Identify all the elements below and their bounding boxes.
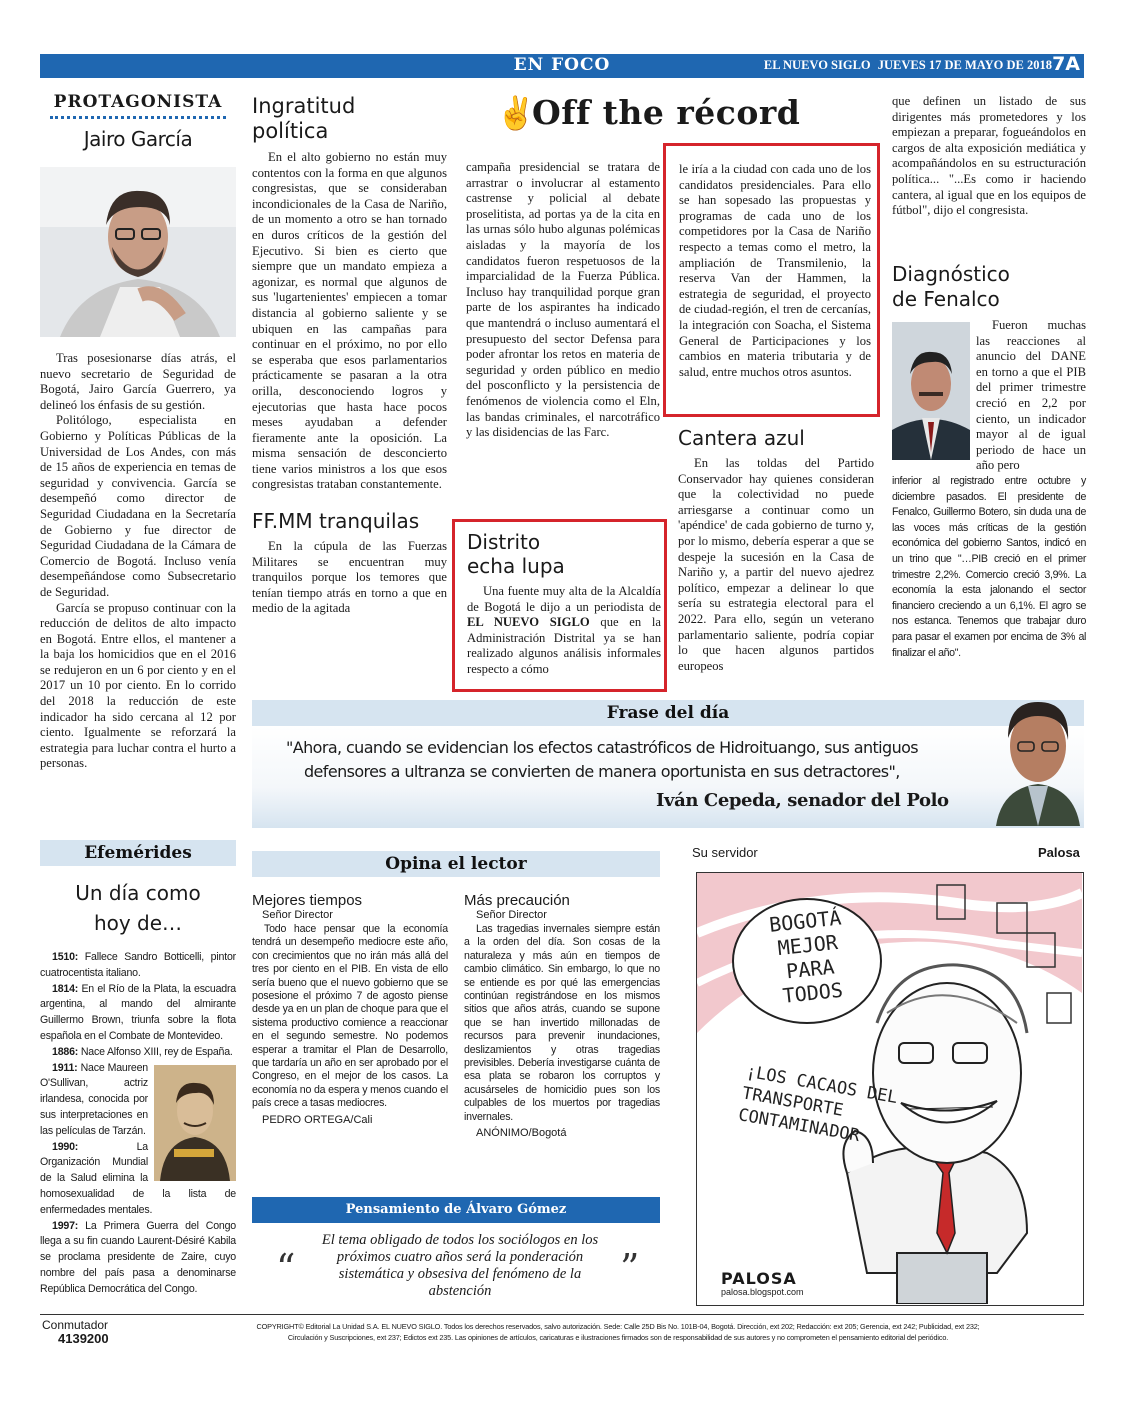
frase-quote-line: "Ahora, cuando se evidencian los efectos catastróficos de Hidroituango, sus antiguos xyxy=(286,738,919,757)
protagonista-paragraph: García se propuso continuar con la reducción de delitos de alto impacto en Bogotá. Entre ellos, el mantener a la baja los homicidios que en el 2016 se redujeron en un 6 por ciento y en el 2017 un 10 por ciento. En lo corrido del 2018 la reducción de este indicador ha sido cercana al 12 por ciento. Igualmente se reforzará la estrategia para luchar contra el hurto a personas. xyxy=(40,600,236,771)
cartoon-right-label: Palosa xyxy=(1038,845,1080,860)
cartoon xyxy=(696,872,1084,1306)
footer-copyright xyxy=(152,1321,1084,1343)
efemeride-item: 1911: Nace Maureen O'Sullivan, actriz irlandesa, conocida por sus interpretaciones en las películas de Tarzán. xyxy=(40,1061,148,1137)
letter-signature: PEDRO ORTEGA/Cali xyxy=(262,1113,373,1126)
fenalco-lead: Fueron muchas las reacciones al anuncio del DANE en torno a que el PIB del primer trimestre creció en 2,2 por ciento, un indicador mayor al de igual periodo de hace un año pero xyxy=(976,318,1086,473)
efemerides-list xyxy=(40,950,236,1298)
off-the-record-title: Off the récord xyxy=(532,93,801,132)
open-quote-icon: “ xyxy=(276,1246,296,1290)
letter-title: Mejores tiempos xyxy=(252,892,363,909)
cantera-article xyxy=(678,426,874,674)
article-body xyxy=(252,539,447,617)
protagonista-section xyxy=(40,92,236,772)
letter-salutation: Señor Director xyxy=(476,909,547,921)
letter-signature: ANÓNIMO/Bogotá xyxy=(476,1127,567,1140)
frase-title: Frase del día xyxy=(606,703,730,723)
frase-author: Iván Cepeda, senador del Polo xyxy=(656,790,949,811)
article-title: Ingratitud política xyxy=(252,94,356,143)
protagonista-paragraph: Politólogo, especialista en Gobierno y Políticas Públicas de la Universidad de Los Andes, con más de 15 años de experiencia en temas de seguridad y convivencia. García se desempeñó como director de Seguridad Ciudadana en la Secretaría de Gobierno y fue director de Seguridad Ciudadana de la Cámara de Comercio de Bogotá. Incluso venía desempeñándose como Subsecretario de Seguridad. xyxy=(40,413,236,599)
article-paragraph: En las toldas del Partido Conservador hay quienes consideran que la colectividad no puede arriesgarse a continuar como un 'apéndice' de cada gobierno de turno y, por lo mismo, debería esperar a que se despeje la sucesión en la Casa de Nariño y, a partir del nuevo ajedrez político, empezar a delinear lo que sería su estrategia electoral para el 2022. Para ello, según un veterano parlamentario saliente, podría copiar lo que hacen algunos partidos europeos xyxy=(678,456,874,673)
header-dateline xyxy=(764,58,1052,73)
efemeride-item: 1997: La Primera Guerra del Congo llega a su fin cuando Laurent-Désiré Kabila se proclama presidente de Zaire, cuyo nombre del país pasa a denominarse República Democrática del Congo. xyxy=(40,1219,236,1295)
alfonso-xiii-photo xyxy=(154,1065,236,1181)
footer-rule xyxy=(40,1314,1084,1315)
article-title: Diagnóstico de Fenalco xyxy=(892,262,1010,311)
conmutador-number: 4139200 xyxy=(58,1331,109,1346)
distrito-continuation: le iría a la ciudad con cada uno de los candidatos presidenciales. Para ello se han sopesado las propuestas y programas de cada uno de los competidores por la Casa de Nariño respecto a temas como el metro, la ampliación de Transmilenio, la reserva Van der Hammen, la estrategia de seguridad, el proyecto de ciudad-región, el tren de cercanías, la integración con Soacha, el Sistema General de Participaciones y los cambios en materia tributaria y de salud, entre muchos otros asuntos. xyxy=(679,162,871,379)
cantera-continuation: que definen un listado de sus dirigentes más prometedores y los empiezan a preparar, fogueándolos en cargos de alta exposición mediática y acompañándolos en su estructuración política... "...Es como ir haciendo cantera, al igual que en los equipos de fútbol", dijo el congresista. xyxy=(892,94,1086,218)
newspaper-name: EL NUEVO SIGLO xyxy=(467,615,590,630)
cartoon-left-label: Su servidor xyxy=(692,845,758,860)
botero-photo xyxy=(892,322,970,460)
frase-del-dia xyxy=(252,700,1084,828)
article-paragraph: En el alto gobierno no están muy contentos con la forma en que algunos congresistas, que se consideraban incondicionales de la Casa de Nariño, de un momento a otro se han tornado en duros críticos de la gestión del Ejecutivo. Si bien es cierto que siempre que un mandato empieza a agonizar, es normal que algunos de sus 'lugartenientes' empiecen a tomar distancia al gobierno saliente y se ubiquen en las campañas para continuar en el próximo, no por ello se esperaba que esos parlamentarios prácticamente se pasaran a la otra orilla, desconociendo logros y ejecutorias que hasta hace pocos meses ayudaban a defender fieramente ante la oposición. La misma sensación de desconcierto tiene varios ministros a los que esos congresistas trataban constantemente. xyxy=(252,150,447,492)
article-paragraph: En la cúpula de las Fuerzas Militares se encuentran muy tranquilos porque los temores que tenían tiempo atrás en torno a que en medio de la agitada xyxy=(252,539,447,616)
cartoon-site: palosa.blogspot.com xyxy=(721,1287,804,1297)
protagonista-body xyxy=(40,351,236,772)
cartoon-bubble-text: BOGOTÁ MEJOR PARA TODOS xyxy=(768,905,844,1008)
efemerides-title: Un día como hoy de… xyxy=(75,881,201,935)
letter-body: Las tragedias invernales siempre están a la orden del día. Son cosas de la naturaleza y más aún en tiempos de cambio climático. Sin embargo, lo que no se entiende es por qué las emergencias continúan registrándose en los mismos sitios que años atrás, cuando se supone que se han invertido millonadas de recursos para prevenir inundaciones, deslizamientos y otras tragedias previsibles. Debería investigarse cuánta de esa plata se robaron los corruptos y acusárseles de homicidio pues son los culpables de los muertos por tragedias invernales. xyxy=(464,923,660,1123)
efemeride-item: 1814: En el Río de la Plata, la escuadra argentina, al mando del almirante Guillermo Brown, triunfa sobre la flota española en el Combate de Montevideo. xyxy=(40,982,236,1042)
footer-line: COPYRIGHT© Editorial La Unidad S.A. EL NUEVO SIGLO. Todos los derechos reservados, salvo autorización. Sede: Calle 25D Bis No. 101B-04, Bogotá. Dirección, ext 202; Redacción: ext 205; Gerencia, ext 242; Publicidad, ext 232; xyxy=(256,1322,980,1331)
distrito-text: que en la Administración Distrital ya se han realizado algunos análisis informales respecto a cómo xyxy=(467,615,661,676)
off-the-record-title-block xyxy=(496,92,876,136)
protagonista-label: PROTAGONISTA xyxy=(53,92,223,112)
conmutador xyxy=(42,1318,142,1346)
opina-title-bar xyxy=(252,851,660,877)
cepeda-photo xyxy=(992,692,1084,826)
efemerides-label: Efemérides xyxy=(84,843,192,863)
fenalco-article xyxy=(892,262,1086,659)
conmutador-label: Conmutador xyxy=(42,1318,109,1332)
pensamiento-title-bar xyxy=(252,1197,660,1223)
distrito-box xyxy=(452,519,667,692)
letter-salutation: Señor Director xyxy=(262,909,333,921)
page-number: 7A xyxy=(1052,53,1080,75)
letter-title: Más precaución xyxy=(464,892,570,909)
footer-line: Circulación y Suscripciones, ext 237; Edictos ext 235. Las opiniones de artículos, caricaturas e ilustraciones firmados son de responsabilidad de sus autores y no comprometen el pensamiento editorial del periódico. xyxy=(287,1333,949,1342)
victory-hand-icon: ✌ xyxy=(496,95,536,131)
cartoon-caption-text: ¡LOS CACAOS DEL TRANSPORTE CONTAMINADOR xyxy=(736,1061,900,1147)
section-header-bar xyxy=(40,54,1084,78)
section-name: EN FOCO xyxy=(513,55,611,75)
paper-name: EL NUEVO SIGLO xyxy=(763,58,871,72)
letter-body: Todo hace pensar que la economía tendrá un desempeño mediocre este año, con crecimientos que no irán más allá del tres por ciento en el PIB. En vista de ello sería bueno que el nuevo gobierno que se posesione el próximo 7 de agosto piense desde ya en un plan de choque para que el sistema productivo comience a reaccionar en el segundo semestre. No podemos esperar a tramitar el Plan de Desarrollo, que tardaría un año en ser aprobado por el Congreso, en el mejor de los casos. La economía no da espera y menos cuando el país crece a tasas mediocres. xyxy=(252,923,448,1110)
distrito-body xyxy=(467,584,661,678)
opina-title: Opina el lector xyxy=(385,854,527,874)
efemeride-item: 1886: Nace Alfonso XIII, rey de España. xyxy=(52,1045,233,1058)
distrito-text: Una fuente muy alta de la Alcaldía de Bogotá le dijo a un periodista de xyxy=(467,584,661,614)
efemerides-section xyxy=(40,840,236,1298)
ingratitud-article xyxy=(252,94,447,617)
cartoon-signature: PALOSA xyxy=(721,1269,797,1288)
close-quote-icon: ” xyxy=(620,1246,640,1290)
pensamiento-title: Pensamiento de Álvaro Gómez xyxy=(345,1202,567,1217)
article-paragraph: campaña presidencial se tratara de arrastrar o involucrar al estamento castrense y policial al debate proselitista, ad portas ya de la cita en las urnas sólo hubo algunas polémicas aisladas y la mayoría de los candidatos fueron respetuosos de la imparcialidad de la Fuerza Pública. Incluso hay tranquilidad porque gran parte de los aspirantes ha indicado que mantendrá o incluso aumentará el presupuesto del sector Defensa para poder afrontar los retos en materia de seguridad y orden público en medio del posconflicto y la persistencia de fenómenos de violencia como el Eln, las bandas criminales, el narcotráfico y las disidencias de las Farc. xyxy=(466,160,660,440)
protagonist-photo xyxy=(40,167,236,337)
issue-date: JUEVES 17 DE MAYO DE 2018 xyxy=(877,58,1052,72)
protagonista-paragraph: Tras posesionarse días atrás, el nuevo secretario de Seguridad de Bogotá, Jairo García Guerrero, ya delineó los énfasis de su gestión. xyxy=(40,351,236,412)
efemerides-label-bar xyxy=(40,840,236,866)
article-body xyxy=(678,456,874,674)
letter xyxy=(464,892,660,1139)
dotted-divider xyxy=(50,116,226,119)
fenalco-body: inferior al registrado entre octubre y diciembre pasados. El presidente de Fenalco, Guillermo Botero, sin duda una de las voces más críticas de la gestión económica del gobierno Santos, indicó en un trino que "…PIB creció en el primer trimestre 2,2%. Comercio creció 3,9%. La economía la esta jalonando el sector financiero creciendo a un 6,1%. El agro se nos estanca. Tenemos que trabajar duro para pasar el examen por encima de 3% al finalizar el año". xyxy=(892,475,1086,659)
pensamiento-quote: El tema obligado de todos los sociólogos en los próximos cuatro años será la ponderación sistemática y obsesiva del fenómeno de la abstención xyxy=(321,1232,599,1299)
off-the-record-body xyxy=(466,160,660,441)
article-title: Distrito echa lupa xyxy=(467,530,565,578)
article-title: Cantera azul xyxy=(678,426,805,450)
article-title: FF.MM tranquilas xyxy=(252,509,420,534)
protagonista-name: Jairo García xyxy=(83,127,193,151)
article-body xyxy=(252,150,447,493)
efemeride-item: 1510: Fallece Sandro Botticelli, pintor cuatrocentista italiano. xyxy=(40,951,236,979)
efemeride-item: 1990: La Organización Mundial de la Salud elimina la homosexualidad de la lista de enfermedades mentales. xyxy=(40,1140,236,1216)
frase-quote-line: defensores a ultranza se convierten de manera oportunista en sus detractores", xyxy=(304,762,900,781)
letter xyxy=(252,892,448,1126)
frase-title-bar xyxy=(252,700,1084,726)
distrito-continuation-box xyxy=(663,143,880,417)
